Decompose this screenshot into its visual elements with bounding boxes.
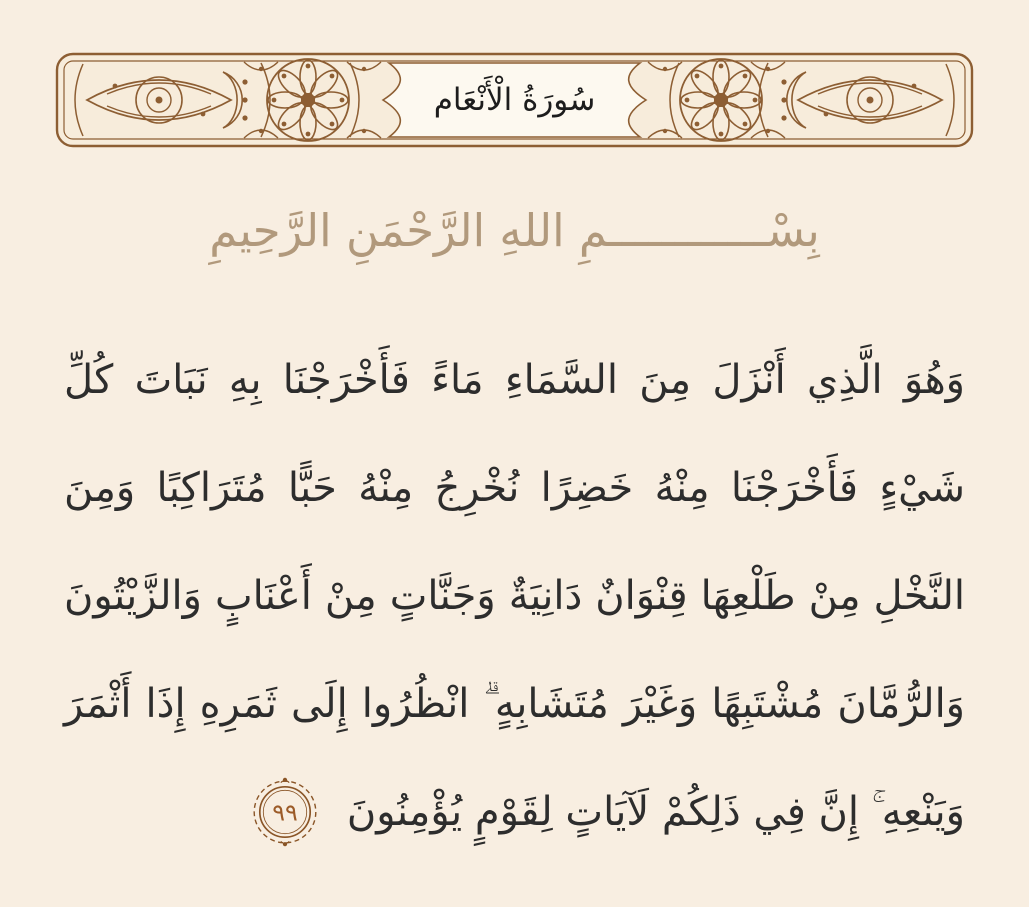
surah-title: سُورَةُ الْأَنْعَام [433, 82, 596, 118]
verse-line-5 [64, 758, 965, 866]
banner-ornament-border-icon [55, 52, 974, 148]
verse-line-4: وَالرُّمَّانَ مُشْتَبِهًا وَغَيْرَ مُتَشَابِهٍ ۗ انْظُرُوا إِلَى ثَمَرِهِ إِذَا أَثْمَرَ [64, 681, 965, 727]
verse-number: ٩٩ [272, 798, 298, 827]
verse-line-3: النَّخْلِ مِنْ طَلْعِهَا قِنْوَانٌ دَانِيَةٌ وَجَنَّاتٍ مِنْ أَعْنَابٍ وَالزَّيْتُونَ [64, 573, 965, 619]
surah-header-banner [55, 52, 974, 148]
verse-text-block [64, 326, 965, 866]
verse-line-2: شَيْءٍ فَأَخْرَجْنَا مِنْهُ خَضِرًا نُخْرِجُ مِنْهُ حَبًّا مُتَرَاكِبًا وَمِنَ [64, 465, 965, 511]
bismillah-text: بِسْــــــــــــمِ اللهِ الرَّحْمَنِ الرَّحِيمِ [209, 204, 820, 257]
verse-number-medallion-icon [250, 777, 320, 847]
verse-line-5-text: وَيَنْعِهِ ۚ إِنَّ فِي ذَلِكُمْ لَآيَاتٍ لِقَوْمٍ يُؤْمِنُونَ [346, 789, 965, 835]
verse-line-1: وَهُوَ الَّذِي أَنْزَلَ مِنَ السَّمَاءِ مَاءً فَأَخْرَجْنَا بِهِ نَبَاتَ كُلِّ [64, 357, 965, 403]
